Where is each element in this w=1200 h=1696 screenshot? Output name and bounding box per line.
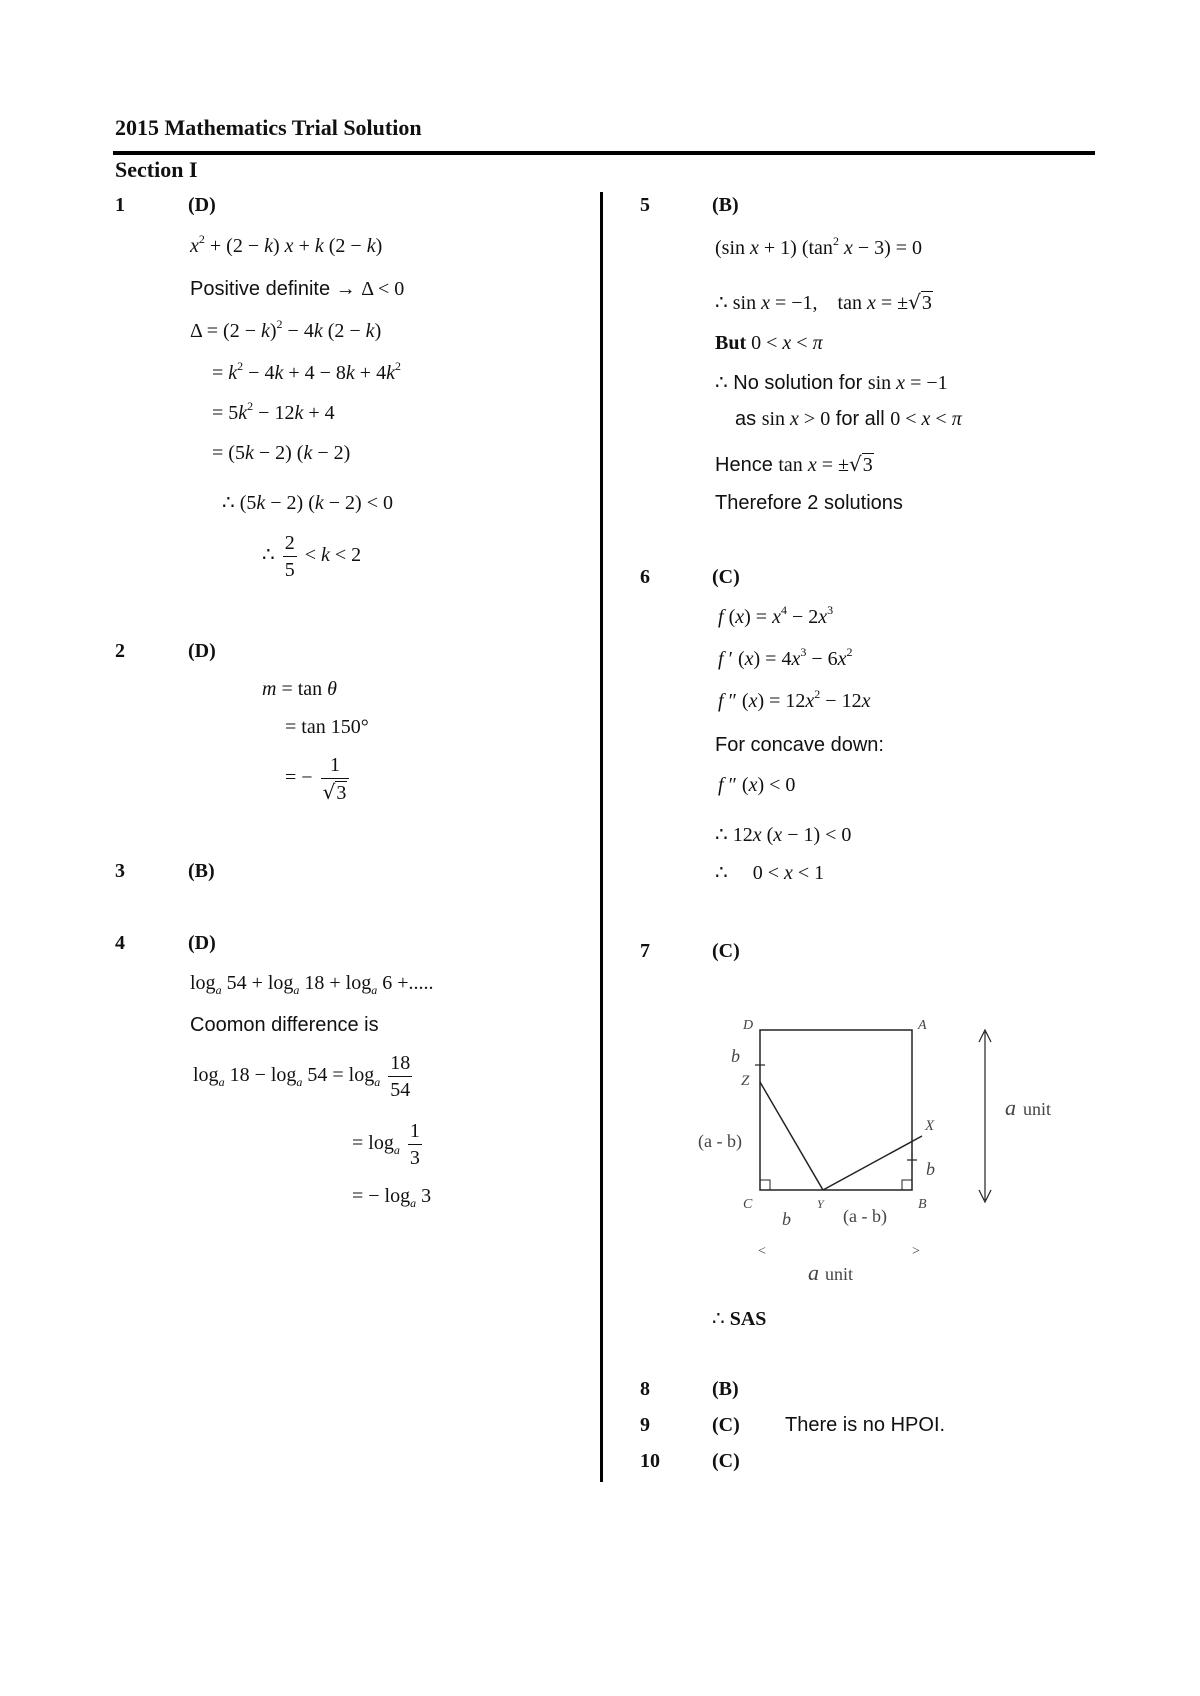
question-answer: (C) [712,940,740,962]
equation-line: $x^2 + (2 - k) x + k$ (2 − k) [190,232,383,257]
question-answer: (D) [188,640,216,662]
equation-line: as sin x > 0 for all 0 < x < π [735,408,962,430]
arrow-icon: → [335,278,356,300]
point-label-z: Z [741,1073,750,1089]
segment-yx [823,1136,922,1190]
column-divider [600,192,603,1482]
question-answer: (C) [712,1450,740,1472]
dimension-right-marker: > [912,1244,920,1259]
length-label-amb-bottom: (a - b) [843,1206,887,1226]
equation-line: $\log_a 18 - \log_a 54 = \log_a$ $\frac{18}{54}$ [193,1052,411,1101]
equation-line: Hence tan x = ±√3 [715,452,873,476]
length-label-amb-left: (a - b) [698,1131,742,1151]
point-label-y: Y [817,1197,824,1211]
question-number: 10 [640,1450,660,1472]
question-answer: (B) [712,1378,739,1400]
equation-line: But 0 < x < π [715,332,823,354]
side-length-symbol-right: a [1005,1095,1016,1120]
square-diagram [690,1010,1090,1310]
equation-line: = $\log_a$ $\frac{1}{3}$ [352,1120,420,1169]
text: Positive definite [190,278,331,300]
equation-line: ∴ $\frac{2}{5}$ < k < 2 [262,532,362,581]
document-title: 2015 Mathematics Trial Solution [115,115,422,140]
conclusion-text: SAS [729,1308,767,1330]
side-length-unit-bottom: unit [825,1264,854,1284]
equation-line: m = tan θ [262,678,337,700]
equation-line: = $k^2 - 4k + 4 - 8k + 4k^2$ [212,359,401,384]
point-label-x: X [925,1118,935,1134]
length-label-b-right: b [926,1159,935,1179]
vertex-label-d: D [743,1018,754,1033]
equation-line: ∴ 12x (x − 1) < 0 [715,824,852,846]
text-line: For concave down: [715,734,884,756]
square-outline [760,1030,912,1190]
question-answer: (C) [712,566,740,588]
question-number: 7 [640,940,650,962]
equation-line: f ′ $(x) = 4x^3 - 6x^2$ [718,645,853,670]
question-answer: (D) [188,194,216,216]
equation-line: f $(x) = x^4 - 2x^3$ [718,603,834,628]
equation-line: = − $\frac{1}{√3}$ [285,752,352,806]
length-label-b-left: b [731,1046,740,1066]
equation-line: (sin x + 1) ($\tan^2$ x − 3) = 0 [715,234,923,259]
equation-line: = tan 150° [285,716,369,738]
conclusion-line: ∴ SAS [712,1308,767,1330]
side-length-symbol-bottom: a [808,1260,819,1285]
title-rule [113,151,1095,155]
segment-zy [760,1082,823,1190]
vertex-label-a: A [918,1018,927,1033]
right-angle-marker [760,1180,770,1190]
equation-line: f ″ $(x) = 12x^2 - 12x$ [718,687,871,712]
vertex-label-c: C [743,1197,753,1212]
section-title: Section I [115,157,198,182]
question-number: 9 [640,1414,650,1436]
equation-line: $\log_a 54 + \log_a 18 + \log_a 6$ +..... [190,972,434,997]
equation-line: = $5k^2 - 12k + 4$ [212,399,335,424]
text-line: Therefore 2 solutions [715,492,903,514]
equation-line: ∴ No solution for sin x = −1 [715,372,948,394]
length-label-b-bottom: b [782,1209,791,1229]
question-number: 6 [640,566,650,588]
question-answer: (D) [188,932,216,954]
question-number: 1 [115,194,125,216]
equation-line: ∴ 0 < x < 1 [715,862,825,884]
right-angle-marker [902,1180,912,1190]
question-number: 5 [640,194,650,216]
dimension-left-marker: < [758,1244,766,1259]
equation-line: = (5k − 2) (k − 2) [212,442,351,464]
text-line: Coomon difference is [190,1014,379,1036]
question-answer: (B) [188,860,215,882]
vertex-label-b: B [918,1197,927,1212]
side-length-unit-right: unit [1023,1099,1052,1119]
equation-line: $\Delta = (2 - k)^2 - 4k$ (2 − k) [190,317,382,342]
question-answer: (B) [712,194,739,216]
question-number: 4 [115,932,125,954]
equation-line: ∴ (5k − 2) (k − 2) < 0 [222,492,393,514]
question-number: 2 [115,640,125,662]
question-number: 3 [115,860,125,882]
question-note: There is no HPOI. [785,1414,946,1436]
equation-line: = − $\log_a 3$ [352,1185,432,1210]
math: Δ < 0 [361,278,405,300]
equation-line [190,278,404,301]
question-number: 8 [640,1378,650,1400]
equation-line: ∴ sin x = −1, tan x = ±√3 [715,290,932,314]
equation-line: f ″ (x) < 0 [718,774,796,796]
question-answer: (C) [712,1414,740,1436]
